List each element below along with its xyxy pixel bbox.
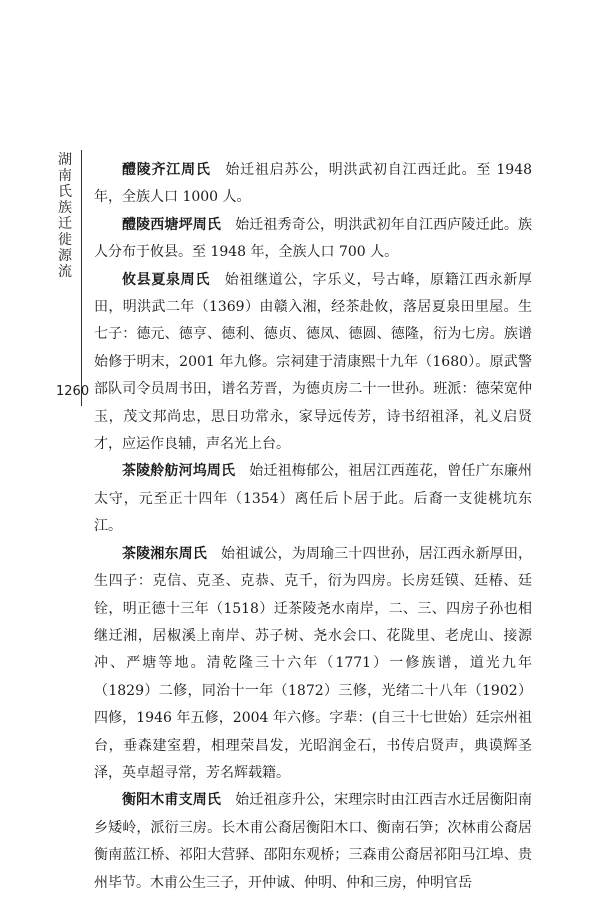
clan-entry — [94, 458, 532, 540]
running-head-title: 湖南氏族迁徙源流 — [58, 152, 72, 280]
clan-entry-text: 始迁祖秀奇公，明洪武初年自江西庐陵迁此。族人分布于攸县。至 1948 年，全族人口 700 人。 — [94, 216, 532, 261]
clan-entry — [94, 212, 532, 267]
clan-entry-text: 始迁祖启苏公，明洪武初自江西迁此。至 1948 年，全族人口 1000 人。 — [94, 162, 533, 206]
clan-entry-text: 始祖诚公，为周瑜三十四世孙，居江西永新厚田，生四子：克信、克圣、克恭、克千，衍为四房。长房廷镆、廷椿、廷铨，明正德十三年（1518）迁茶陵尧水南岸，二、三、四房子孙也相继迁湘，居椒溪上南岸、苏子树、尧水会口、花陇里、老虎山、接源冲、严塘等地。清乾隆三十六年（1771）一修族谱，道光九年（1829）二修，同治十一年（1872）三修，光绪二十八年（1902）四修，1946 年五修，2004 年六修。字辈：(自三十七世始）廷宗州祖台，垂森建室碧，相理荣昌发，光昭润金石，书传启贤声，典谟辉圣泽，英卓超寻常，芳名辉载籍。 — [94, 545, 533, 781]
clan-entry — [94, 157, 532, 212]
clan-entry — [94, 267, 532, 459]
clan-entry-title: 茶陵舲舫河坞周氏 — [122, 463, 236, 480]
clan-entry-text: 始迁祖梅郁公，祖居江西莲花，曾任广东廉州太守，元至正十四年（1354）离任后卜居于此。后裔一支徙桃坑东江。 — [94, 463, 533, 535]
clan-entry-title: 茶陵湘东周氏 — [122, 545, 207, 562]
body-text — [94, 157, 532, 897]
margin-rule — [81, 150, 82, 406]
clan-entry-title: 醴陵西塘坪周氏 — [122, 216, 221, 233]
page-number: 1260 — [56, 384, 90, 399]
clan-entry-text: 始迁祖彦升公，宋理宗时由江西吉水迁居衡阳南乡矮岭，派衍三房。长木甫公裔居衡阳木口、衡南石笋；次林甫公裔居衡南蓝江桥、祁阳大营驿、邵阳东观桥；三森甫公裔居祁阳马江埠、贵州毕节。木甫公生三子，开仲诚、仲明、仲和三房，仲明官岳 — [94, 792, 532, 891]
clan-entry-text: 始祖继道公，字乐义，号古峰，原籍江西永新厚田，明洪武二年（1369）由赣入湘，经茶赴攸，落居夏泉田里屋。生七子：德元、德亨、德利、德贞、德凤、德圆、德隆，衍为七房。族谱始修于明末，2001 年九修。宗祠建于清康熙十九年（1680）。原武警部队司令员周书田，谱名芳晋，为德贞房二十一世孙。班派：德荣宽仲玉，茂文邦尚忠，思日功常永，家导远传芳，诗书绍祖泽，礼义启贤才，应运作良辅，声名光上台。 — [94, 271, 532, 453]
clan-entry-title: 醴陵齐江周氏 — [122, 162, 211, 178]
clan-entry-title: 攸县夏泉周氏 — [122, 271, 210, 288]
clan-entry-title: 衡阳木甫支周氏 — [122, 792, 221, 809]
clan-entry — [94, 787, 532, 897]
clan-entry — [94, 541, 532, 788]
